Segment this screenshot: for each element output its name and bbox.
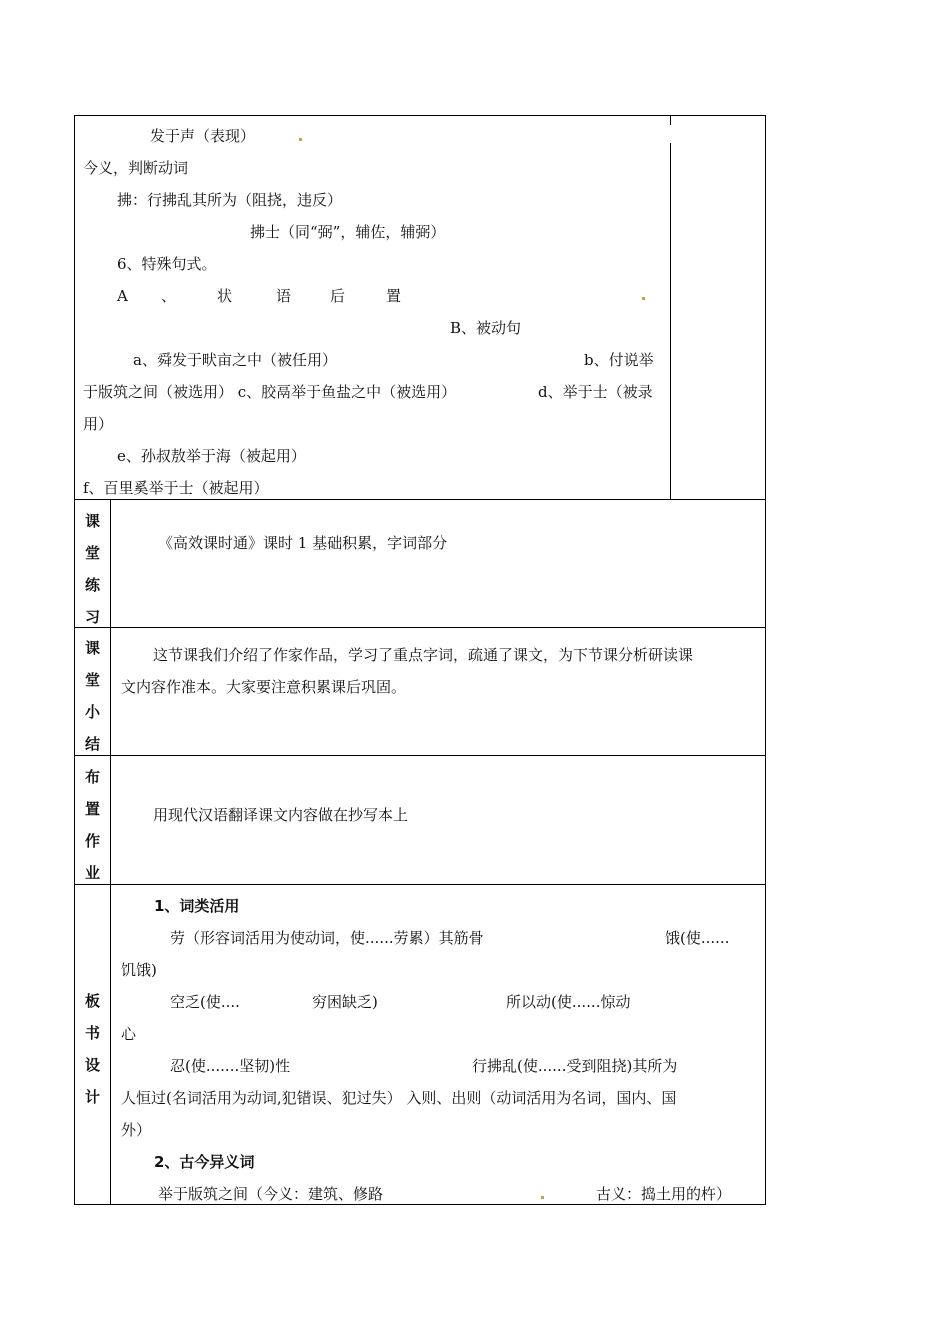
label-char: 课 (84, 639, 100, 657)
note-line: e、孙叔敖举于海（被起用） (117, 447, 306, 465)
note-line: d、举于士（被录 (538, 383, 653, 401)
note-line: a、舜发于畎亩之中（被任用） (133, 351, 337, 369)
note-line: 发于声（表现） (150, 127, 256, 145)
board-heading: 1、词类活用 (154, 897, 240, 915)
board-line: 外） (121, 1121, 152, 1139)
note-line: 置 (386, 287, 402, 305)
label-char: 习 (84, 608, 100, 626)
summary-line: 文内容作准本。大家要注意积累课后巩固。 (121, 678, 407, 696)
note-line: B、被动句 (450, 319, 522, 337)
note-line: 6、特殊句式。 (117, 255, 217, 273)
note-line: 用） (83, 415, 114, 433)
board-line: 劳（形容词活用为使动词，使......劳累）其筋骨 (170, 929, 484, 947)
table-rule (670, 143, 671, 499)
label-char: 布 (84, 768, 100, 786)
note-line: 后 (330, 287, 346, 305)
practice-content: 《高效课时通》课时 1 基础积累，字词部分 (158, 534, 448, 552)
board-line: 饿(使...... (665, 929, 730, 947)
homework-content: 用现代汉语翻译课文内容做在抄写本上 (153, 806, 409, 824)
table-rule (74, 499, 766, 500)
row-label-homework (74, 761, 111, 889)
label-char: 书 (84, 1024, 100, 1042)
board-line: 所以动(使......惊动 (506, 993, 631, 1011)
board-line: 忍(使.......坚韧)性 (170, 1057, 291, 1075)
row-label-summary (74, 632, 111, 760)
board-line: 古义：捣土用的杵） (596, 1185, 732, 1203)
board-line: 饥饿) (121, 961, 157, 979)
board-heading: 2、古今异义词 (154, 1153, 255, 1171)
label-char: 结 (84, 735, 100, 753)
board-line: 心 (121, 1025, 137, 1043)
note-line: 状 (217, 287, 233, 305)
note-line: 、 (161, 287, 177, 305)
board-line: 行拂乱(使......受到阻挠)其所为 (472, 1057, 678, 1075)
note-line: 拂：行拂乱其所为（阻挠，违反） (117, 191, 343, 209)
row-label-board (74, 985, 111, 1113)
note-line: A (117, 287, 128, 305)
label-char: 课 (84, 512, 100, 530)
table-rule (74, 627, 766, 628)
note-line: f、百里奚举于士（被起用） (83, 479, 269, 497)
label-char: 堂 (84, 544, 100, 562)
speck-mark (642, 297, 645, 300)
summary-line: 这节课我们介绍了作家作品，学习了重点字词，疏通了课文，为下节课分析研读课 (153, 646, 694, 664)
table-rule (74, 755, 766, 756)
note-line: 于版筑之间（被选用） c、胶鬲举于鱼盐之中（被选用） (83, 383, 457, 401)
note-line: b、付说举 (584, 351, 654, 369)
board-line: 空乏(使.... (170, 993, 240, 1011)
speck-mark (299, 138, 302, 141)
table-rule (74, 884, 766, 885)
label-char: 练 (84, 576, 100, 594)
note-line: 今义，判断动词 (83, 159, 189, 177)
board-line: 人恒过(名词活用为动词,犯错误、犯过失） 入则、出则（动词活用为名词，国内、国 (121, 1089, 677, 1107)
note-line: 拂士（同“弼”，辅佐，辅弼） (250, 223, 446, 241)
label-char: 堂 (84, 671, 100, 689)
label-char: 小 (84, 703, 100, 721)
table-rule (670, 115, 671, 125)
speck-mark (541, 1196, 544, 1199)
board-line: 举于版筑之间（今义：建筑、修路 (158, 1185, 384, 1203)
label-char: 作 (84, 832, 100, 850)
label-char: 计 (84, 1088, 100, 1106)
label-char: 设 (84, 1056, 100, 1074)
label-char: 业 (84, 864, 100, 882)
row-label-practice (74, 505, 111, 633)
board-line: 穷困缺乏) (312, 993, 378, 1011)
label-char: 板 (84, 992, 100, 1010)
label-char: 置 (84, 800, 100, 818)
note-line: 语 (276, 287, 292, 305)
